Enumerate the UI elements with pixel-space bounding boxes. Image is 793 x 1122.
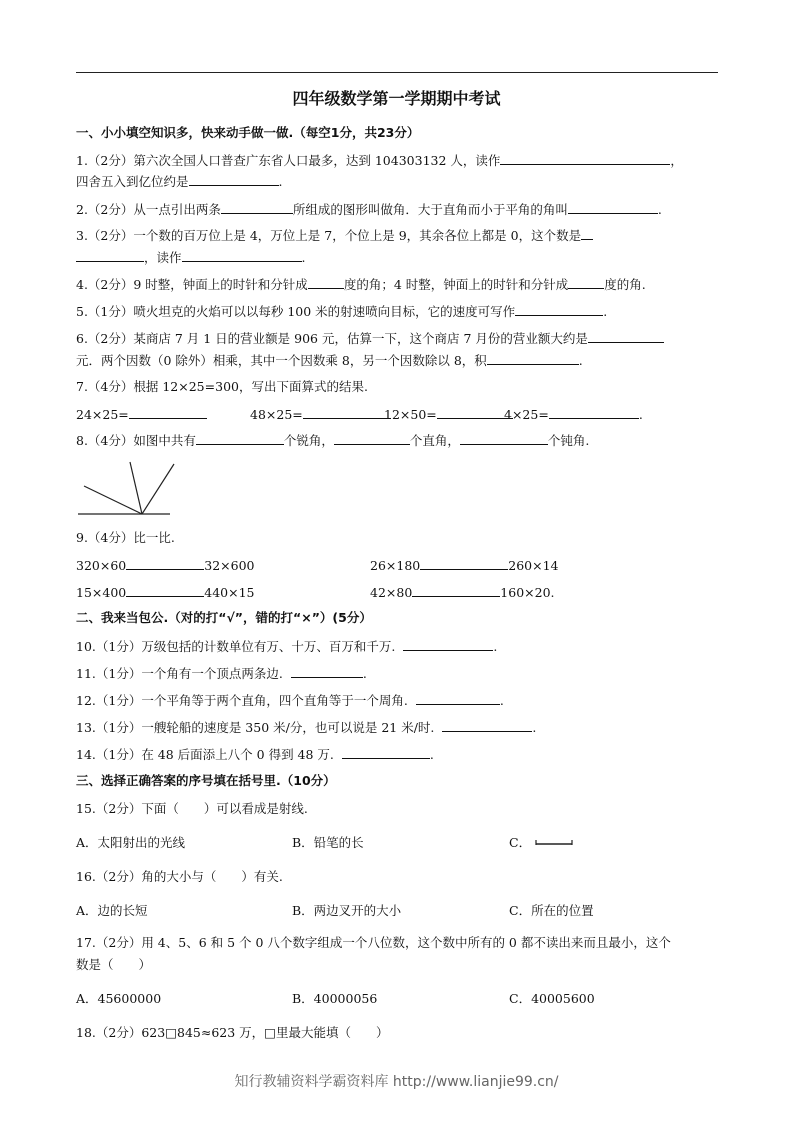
header-rule xyxy=(76,72,718,73)
answer-blank xyxy=(588,330,664,343)
answer-blank xyxy=(189,173,279,186)
question-6-line-1: 6.（2分）某商店 7 月 1 日的营业额是 906 元，估算一下，这个商店 7 月份的营业额大约是 xyxy=(76,330,664,347)
question-7-item-3: 12×50= xyxy=(384,406,513,423)
question-6-line-2: 元．两个因数（0 除外）相乘，其中一个因数乘 8，另一个因数除以 8，积 . xyxy=(76,353,583,368)
question-17-line-2: 数是（ ） xyxy=(76,957,152,972)
question-1-line-2: 四舍五入到亿位约是 . xyxy=(76,174,283,189)
segment-figure xyxy=(535,838,575,848)
answer-blank xyxy=(437,406,513,419)
question-11: 11.（1分）一个角有一个顶点两条边. . xyxy=(76,666,367,681)
answer-blank xyxy=(581,227,593,240)
question-14: 14.（1分）在 48 后面添上八个 0 得到 48 万. . xyxy=(76,747,434,762)
answer-blank xyxy=(442,719,532,732)
question-7: 7.（4分）根据 12×25=300，写出下面算式的结果. xyxy=(76,379,368,394)
answer-blank xyxy=(76,249,144,262)
answer-blank xyxy=(342,746,430,759)
question-3-line-2: ，读作 . xyxy=(76,249,306,266)
compare-2: 26×180 260×14 xyxy=(370,558,559,573)
answer-blank xyxy=(308,276,344,289)
answer-blank xyxy=(334,432,410,445)
answer-blank xyxy=(129,406,207,419)
question-10: 10.（1分）万级包括的计数单位有万、十万、百万和千万. . xyxy=(76,639,498,654)
answer-blank xyxy=(221,201,293,214)
answer-blank xyxy=(568,276,604,289)
question-16: 16.（2分）角的大小与（ ）有关. xyxy=(76,869,283,884)
question-15: 15.（2分）下面（ ）可以看成是射线. xyxy=(76,801,308,816)
question-2: 2.（2分）从一点引出两条 所组成的图形叫做角．大于直角而小于平角的角叫 . xyxy=(76,202,662,217)
answer-blank xyxy=(487,352,579,365)
compare-3: 15×400 440×15 xyxy=(76,585,255,600)
answer-blank xyxy=(416,692,500,705)
q15-option-a: A．太阳射出的光线 xyxy=(76,835,186,850)
answer-blank xyxy=(549,406,639,419)
question-5: 5.（1分）喷火坦克的火焰可以以每秒 100 米的射速喷向目标，它的速度可写作 . xyxy=(76,304,608,319)
q16-option-a: A．边的长短 xyxy=(76,903,148,918)
q17-option-c: C．40005600 xyxy=(509,991,595,1006)
page-title: 四年级数学第一学期期中考试 xyxy=(292,89,501,108)
question-7-item-1: 24×25= xyxy=(76,406,207,423)
answer-blank xyxy=(460,432,548,445)
answer-blank xyxy=(515,303,603,316)
question-4: 4.（2分）9 时整，钟面上的时针和分针成 度的角；4 时整，钟面上的时针和分针成 度的角. xyxy=(76,277,646,292)
question-12: 12.（1分）一个平角等于两个直角，四个直角等于一个周角. . xyxy=(76,693,504,708)
question-7-item-4: 4×25= . xyxy=(504,407,643,422)
answer-blank xyxy=(420,557,508,570)
answer-blank xyxy=(568,201,658,214)
q16-option-c: C．所在的位置 xyxy=(509,903,594,918)
section-2-heading: 二、我来当包公.（对的打“√”，错的打“×”）(5分） xyxy=(76,610,372,625)
compare-1: 320×60 32×600 xyxy=(76,558,255,573)
answer-blank xyxy=(126,584,204,597)
q17-option-a: A．45600000 xyxy=(76,991,162,1006)
question-3-line-1: 3.（2分）一个数的百万位上是 4，万位上是 7，个位上是 9，其余各位上都是 0，这个数是 xyxy=(76,227,593,244)
answer-blank xyxy=(291,665,363,678)
question-9: 9.（4分）比一比. xyxy=(76,530,175,545)
question-8: 8.（4分）如图中共有 个锐角， 个直角， 个钝角. xyxy=(76,433,590,448)
question-7-item-2: 48×25= xyxy=(250,406,391,423)
q15-option-b: B．铅笔的长 xyxy=(292,835,364,850)
answer-blank xyxy=(126,557,204,570)
compare-4: 42×80 160×20. xyxy=(370,585,555,600)
angle-figure xyxy=(76,458,176,518)
question-18: 18.（2分）623□845≈623 万，□里最大能填（ ） xyxy=(76,1025,389,1040)
answer-blank xyxy=(303,406,391,419)
answer-blank xyxy=(196,432,284,445)
q17-option-b: B．40000056 xyxy=(292,991,378,1006)
answer-blank xyxy=(412,584,500,597)
answer-blank xyxy=(500,152,670,165)
question-1-line-1: 1.（2分）第六次全国人口普查广东省人口最多，达到 104303132 人，读作 ， xyxy=(76,153,683,168)
answer-blank xyxy=(182,249,302,262)
question-13: 13.（1分）一艘轮船的速度是 350 米/分，也可以说是 21 米/时. . xyxy=(76,720,537,735)
footer-watermark[interactable]: 知行教辅资料学霸资料库 http://www.lianjie99.cn/ xyxy=(234,1074,559,1090)
question-17-line-1: 17.（2分）用 4、5、6 和 5 个 0 八个数字组成一个八位数，这个数中所有的 0 都不读出来而且最小，这个 xyxy=(76,935,671,950)
answer-blank xyxy=(403,638,493,651)
section-3-heading: 三、选择正确答案的序号填在括号里.（10分） xyxy=(76,773,336,788)
section-1-heading: 一、小小填空知识多，快来动手做一做.（每空1分，共23分） xyxy=(76,125,420,140)
q15-option-c: C． xyxy=(509,835,532,850)
q16-option-b: B．两边叉开的大小 xyxy=(292,903,402,918)
